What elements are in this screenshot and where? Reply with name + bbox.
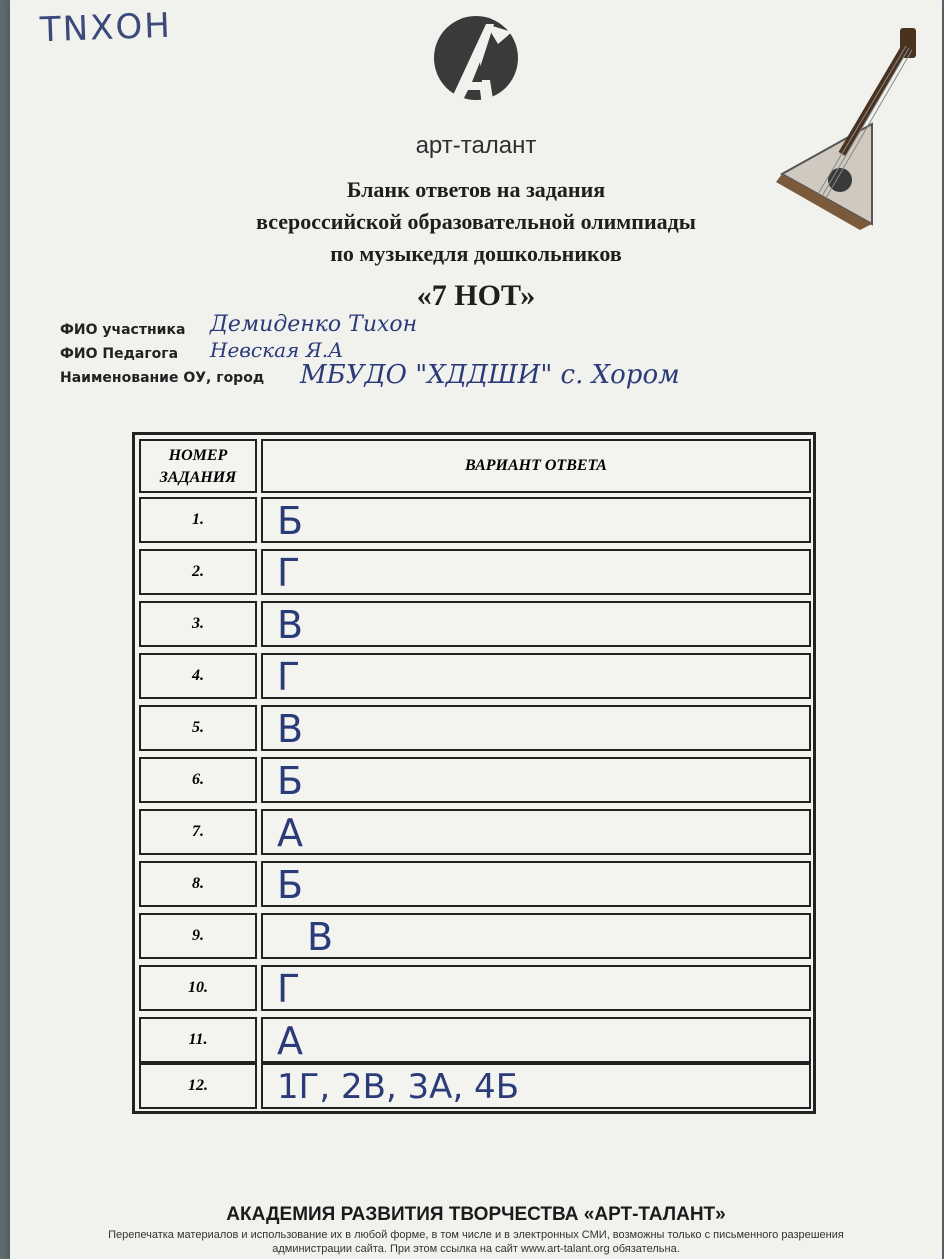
school-label: Наименование ОУ, город <box>60 370 265 386</box>
task-number: 6. <box>139 757 257 803</box>
art-talant-logo-icon <box>428 10 524 130</box>
task-number: 11. <box>139 1017 257 1063</box>
task-number: 4. <box>139 653 257 699</box>
answer-cell: Г <box>261 549 811 595</box>
task-number: 12. <box>139 1063 257 1109</box>
task-number: 8. <box>139 861 257 907</box>
participant-label: ФИО участника <box>60 322 186 338</box>
participant-row <box>60 312 900 342</box>
table-row <box>139 705 811 751</box>
header-answer-variant: ВАРИАНТ ОТВЕТА <box>261 439 811 493</box>
participant-value: Демиденко Тихон <box>210 312 418 337</box>
title-line-3: по музыкедля дошкольников <box>330 241 622 266</box>
answer-cell: В <box>261 601 811 647</box>
footer-academy-name: АКАДЕМИЯ РАЗВИТИЯ ТВОРЧЕСТВА «АРТ-ТАЛАНТ» <box>226 1204 726 1225</box>
table-row <box>139 757 811 803</box>
brand-name: арт-талант <box>415 132 537 159</box>
school-value: МБУДО "ХДДШИ" с. Хором <box>300 360 680 390</box>
footer-copyright-note: Перепечатка материалов и использование их в любой форме, в том числе и в электронных СМИ, возможны только с письменного разрешения администрации сайта. При этом ссылка на сайт www.art-talant.org обязательна. <box>108 1229 844 1255</box>
olympiad-name: «7 НОТ» <box>416 279 536 312</box>
table-row <box>139 1063 811 1109</box>
handwritten-corner-note: ТNХОН <box>39 5 173 51</box>
table-row <box>139 549 811 595</box>
answer-cell: А <box>261 1017 811 1063</box>
table-row <box>139 653 811 699</box>
header-task-number: НОМЕР ЗАДАНИЯ <box>139 439 257 493</box>
form-title <box>70 174 882 318</box>
task-number: 9. <box>139 913 257 959</box>
title-line-1: Бланк ответов на задания <box>346 177 606 202</box>
answer-cell: 1Г, 2В, 3А, 4Б <box>261 1063 811 1109</box>
teacher-label: ФИО Педагога <box>60 346 179 362</box>
table-row <box>139 861 811 907</box>
title-line-2: всероссийской образовательной олимпиады <box>256 209 696 234</box>
task-number: 7. <box>139 809 257 855</box>
answers-table <box>132 432 816 1114</box>
answer-cell: А <box>261 809 811 855</box>
task-number: 10. <box>139 965 257 1011</box>
answer-cell: В <box>261 913 811 959</box>
answer-cell: Б <box>261 861 811 907</box>
table-row <box>139 965 811 1011</box>
participant-fields <box>60 312 900 390</box>
answer-cell: Г <box>261 965 811 1011</box>
table-row <box>139 809 811 855</box>
answer-cell: Б <box>261 497 811 543</box>
table-row <box>139 913 811 959</box>
teacher-value: Невская Я.А <box>210 338 344 362</box>
answer-sheet <box>10 0 942 1259</box>
task-number: 5. <box>139 705 257 751</box>
table-row <box>139 601 811 647</box>
task-number: 3. <box>139 601 257 647</box>
task-number: 1. <box>139 497 257 543</box>
answer-cell: Б <box>261 757 811 803</box>
table-row <box>139 497 811 543</box>
task-number: 2. <box>139 549 257 595</box>
school-row <box>60 360 900 390</box>
table-row <box>139 1017 811 1063</box>
answer-cell: Г <box>261 653 811 699</box>
answer-cell: В <box>261 705 811 751</box>
